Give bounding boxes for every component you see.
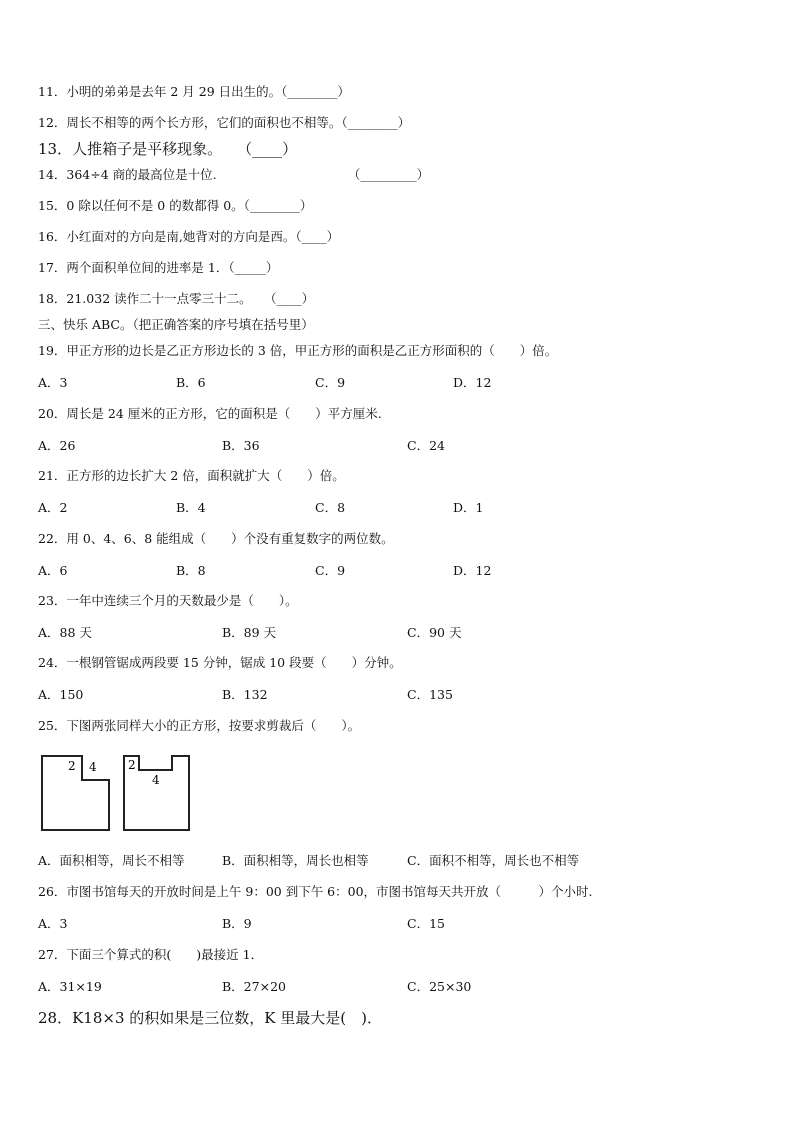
option: A．3 bbox=[38, 375, 68, 390]
option: A．31×19 bbox=[38, 979, 102, 994]
option: B．89 天 bbox=[222, 625, 277, 640]
option: A．面积相等，周长不相等 bbox=[38, 853, 185, 868]
option: D．1 bbox=[453, 500, 484, 515]
tf-item-16: 16．小红面对的方向是南,她背对的方向是西。（____） bbox=[38, 229, 340, 244]
tf-item-12: 12．周长不相等的两个长方形，它们的面积也不相等。（________） bbox=[38, 115, 411, 130]
option: B．9 bbox=[222, 916, 252, 931]
question-28: 28．K18×3 的积如果是三位数，K 里最大是( )． bbox=[38, 1009, 382, 1027]
tf-item-15: 15．0 除以任何不是 0 的数都得 0。（________） bbox=[38, 198, 313, 213]
option: B．27×20 bbox=[222, 979, 286, 994]
option: C．面积不相等，周长也不相等 bbox=[407, 853, 580, 868]
option: C．9 bbox=[315, 375, 346, 390]
option: C．24 bbox=[407, 438, 445, 453]
question-21: 21．正方形的边长扩大 2 倍，面积就扩大（ ）倍。 bbox=[38, 468, 345, 483]
option: C．135 bbox=[407, 687, 453, 702]
question-19: 19．甲正方形的边长是乙正方形边长的 3 倍，甲正方形的面积是乙正方形面积的（ ）倍。 bbox=[38, 343, 558, 358]
option: B．8 bbox=[176, 563, 206, 578]
option: A．6 bbox=[38, 563, 68, 578]
option: B．面积相等，周长也相等 bbox=[222, 853, 369, 868]
option: B．132 bbox=[222, 687, 268, 702]
option: C．15 bbox=[407, 916, 445, 931]
question-25: 25．下图两张同样大小的正方形，按要求剪裁后（ ）。 bbox=[38, 718, 361, 733]
option: B．36 bbox=[222, 438, 260, 453]
left-label-4: 4 bbox=[89, 760, 97, 774]
option: D．12 bbox=[453, 563, 492, 578]
option: A．2 bbox=[38, 500, 68, 515]
option: D．12 bbox=[453, 375, 492, 390]
tf-item-13: 13．人推箱子是平移现象。 （____） bbox=[38, 140, 298, 158]
option: B．6 bbox=[176, 375, 206, 390]
tf-item-18: 18．21.032 读作二十一点零三十二。 （____） bbox=[38, 291, 315, 306]
left-label-2: 2 bbox=[68, 759, 76, 773]
tf-item-17: 17．两个面积单位间的进率是 1．（_____） bbox=[38, 260, 279, 275]
option: C．9 bbox=[315, 563, 346, 578]
option: C．8 bbox=[315, 500, 346, 515]
question-22: 22．用 0、4、6、8 能组成（ ）个没有重复数字的两位数。 bbox=[38, 531, 394, 546]
question-26: 26．市图书馆每天的开放时间是上午 9：00 到下午 6：00，市图书馆每天共开放（ ）个小时. bbox=[38, 884, 593, 899]
option: C．25×30 bbox=[407, 979, 472, 994]
option: A．3 bbox=[38, 916, 68, 931]
section-title: 三、快乐 ABC。（把正确答案的序号填在括号里） bbox=[38, 317, 314, 332]
option: A．88 天 bbox=[38, 625, 92, 640]
square-cut-figure bbox=[38, 752, 198, 836]
question-27: 27．下面三个算式的积( )最接近 1． bbox=[38, 947, 264, 962]
option: B．4 bbox=[176, 500, 206, 515]
option: A．150 bbox=[38, 687, 84, 702]
right-label-2: 2 bbox=[128, 758, 136, 772]
right-label-4: 4 bbox=[152, 773, 160, 787]
tf-item-14: 14．364÷4 商的最高位是十位. （_________） bbox=[38, 167, 430, 182]
question-20: 20．周长是 24 厘米的正方形，它的面积是（ ）平方厘米. bbox=[38, 406, 382, 421]
option: C．90 天 bbox=[407, 625, 462, 640]
question-24: 24．一根钢管锯成两段要 15 分钟，锯成 10 段要（ ）分钟。 bbox=[38, 655, 402, 670]
question-23: 23．一年中连续三个月的天数最少是（ ）。 bbox=[38, 593, 298, 608]
option: A．26 bbox=[38, 438, 76, 453]
tf-item-11: 11．小明的弟弟是去年 2 月 29 日出生的。（________） bbox=[38, 84, 350, 99]
